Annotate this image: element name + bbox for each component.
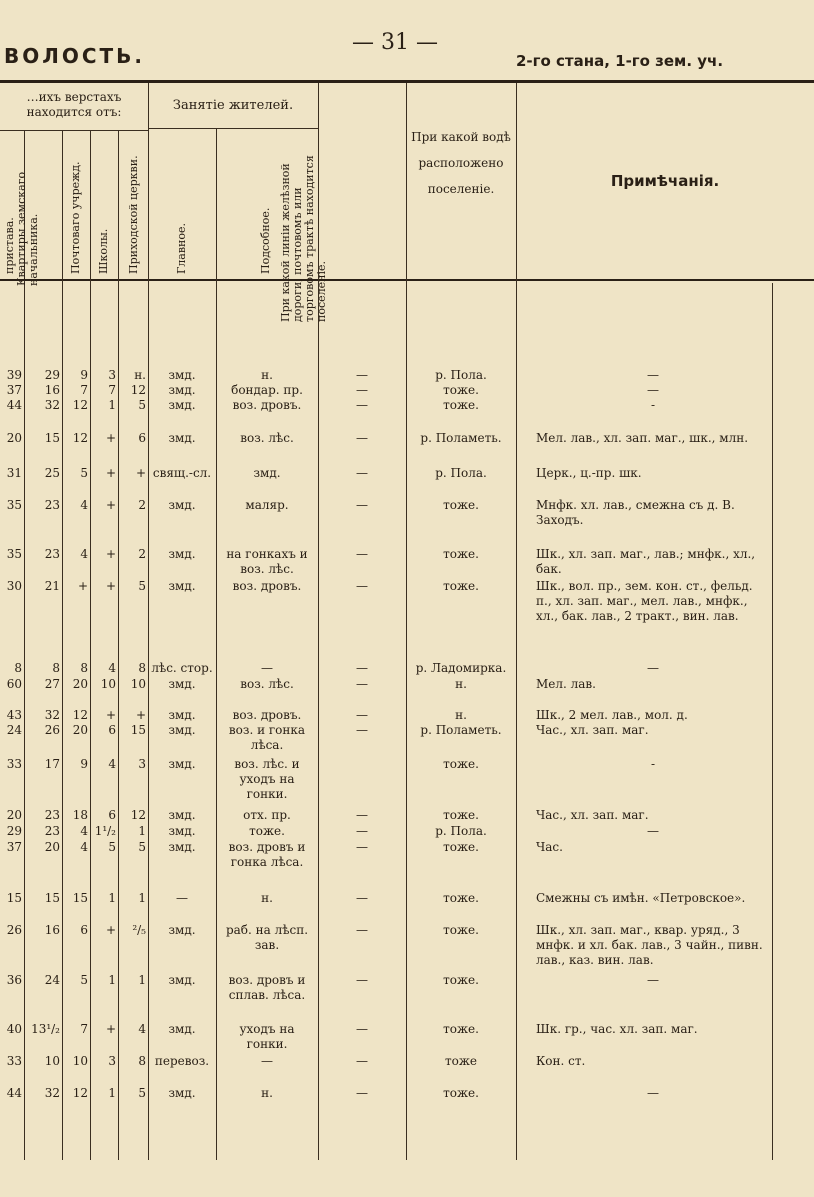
cell-post: 12 [72,708,88,722]
col-line [62,130,63,1160]
cell-secondary-occupation: — [261,1054,273,1068]
col-line [118,130,119,1160]
cell-notes: — [647,368,659,382]
cell-secondary-occupation: змд. [253,466,281,480]
cell-notes: Шк. гр., час. хл. зап. маг. [536,1022,698,1036]
cell-secondary-occupation: воз. дровъ. [232,708,302,722]
cell-main-occupation: змд. [168,973,196,987]
cell-main-occupation: змд. [168,368,196,382]
cell-zemsky: 15 [44,431,60,445]
cell-railway: — [356,547,368,561]
cell-notes: Час., хл. зап. маг. [536,808,649,822]
cell-railway: — [356,1022,368,1036]
distance-group-rule [0,130,148,131]
cell-post: 9 [80,757,88,771]
col-header-zemsky: Квартиры земскаго начальника. [15,171,40,286]
cell-water: н. [455,677,467,691]
cell-secondary-occupation: воз. дровъ и сплав. лѣса. [228,973,306,1002]
cell-school: 1 [108,398,116,412]
cell-secondary-occupation: раб. на лѣсп. зав. [225,923,309,952]
cell-school: + [105,923,116,937]
cell-church: 12 [130,808,146,822]
cell-secondary-occupation: бондар. пр. [231,383,303,397]
cell-post: 4 [80,498,88,512]
cell-railway: — [356,840,368,854]
cell-post: 5 [80,973,88,987]
cell-railway: — [356,383,368,397]
cell-water: р. Поламеть. [420,431,502,445]
cell-zemsky: 13¹/₂ [31,1022,60,1036]
col-header-post: Почтоваго учрежд. [69,161,82,274]
cell-main-occupation: змд. [168,840,196,854]
cell-pristav: 37 [6,840,22,854]
cell-school: 7 [108,383,116,397]
cell-post: 4 [80,824,88,838]
cell-pristav: 40 [6,1022,22,1036]
cell-notes: Мел. лав., хл. зап. маг., шк., млн. [536,431,749,445]
cell-notes: — [647,1086,659,1100]
cell-school: 4 [108,757,116,771]
cell-water: тоже. [443,383,479,397]
cell-school: 10 [100,677,116,691]
cell-railway: — [356,498,368,512]
cell-railway: — [356,708,368,722]
cell-main-occupation: змд. [168,723,196,737]
cell-notes: Шк., хл. зап. маг., квар. уряд., 3 мнфк. и хл. бак. лав., 3 чайн., пивн. лав., каз. вин. лав. [536,923,763,967]
cell-zemsky: 29 [44,368,60,382]
cell-main-occupation: змд. [168,579,196,593]
cell-zemsky: 17 [44,757,60,771]
cell-post: 10 [72,1054,88,1068]
cell-pristav: 26 [6,923,22,937]
cell-zemsky: 8 [52,661,60,675]
distance-group-caption: …ихъ верстахъ находится отъ: [26,90,122,119]
cell-school: 1 [108,891,116,905]
cell-water: тоже. [443,973,479,987]
cell-railway: — [356,973,368,987]
cell-zemsky: 16 [44,923,60,937]
cell-railway: — [356,466,368,480]
cell-secondary-occupation: отх. пр. [243,808,291,822]
cell-pristav: 24 [6,723,22,737]
cell-railway: — [356,431,368,445]
cell-notes: - [650,398,656,412]
cell-water: р. Пола. [435,824,487,838]
cell-pristav: 20 [6,808,22,822]
cell-church: 8 [138,1054,146,1068]
col-header-railway: При какой линіи желѣзной дороги, почтовомъ или торговомъ трактѣ находится поселеніе. [279,155,328,322]
cell-school: 3 [108,368,116,382]
cell-post: 15 [72,891,88,905]
cell-secondary-occupation: воз. дровъ и гонка лѣса. [228,840,306,869]
col-line [516,83,517,1160]
cell-main-occupation: змд. [168,383,196,397]
cell-post: 12 [72,431,88,445]
cell-church: 10 [130,677,146,691]
col-header-notes: Примѣчанія. [610,172,720,190]
cell-school: + [105,579,116,593]
cell-zemsky: 32 [44,708,60,722]
cell-pristav: 8 [14,661,22,675]
cell-secondary-occupation: н. [261,891,273,905]
cell-water: тоже. [443,808,479,822]
cell-main-occupation: змд. [168,923,196,937]
col-header-water: При какой водѣ расположено поселеніе. [411,130,511,196]
cell-post: 12 [72,1086,88,1100]
cell-school: + [105,466,116,480]
cell-secondary-occupation: н. [261,1086,273,1100]
cell-pristav: 35 [6,498,22,512]
occupation-group-rule [148,128,318,129]
cell-zemsky: 25 [44,466,60,480]
cell-railway: — [356,1054,368,1068]
col-line [216,128,217,1160]
cell-school: 4 [108,661,116,675]
cell-church: 12 [130,383,146,397]
cell-church: 1 [138,973,146,987]
cell-church: н. [134,368,146,382]
cell-main-occupation: лѣс. стор. [151,661,213,675]
cell-pristav: 43 [6,708,22,722]
cell-church: 5 [138,579,146,593]
cell-notes: - [650,757,656,771]
cell-school: + [105,1022,116,1036]
cell-secondary-occupation: воз. лѣс. [240,431,294,445]
cell-church: 4 [138,1022,146,1036]
cell-church: 1 [138,824,146,838]
cell-school: + [105,498,116,512]
cell-notes: Церк., ц.-пр. шк. [536,466,642,480]
col-line [90,130,91,1160]
cell-secondary-occupation: тоже. [249,824,285,838]
cell-school: 3 [108,1054,116,1068]
cell-main-occupation: змд. [168,498,196,512]
cell-water: р. Поламеть. [420,723,502,737]
cell-pristav: 33 [6,1054,22,1068]
col-line [406,83,407,1160]
cell-church: 5 [138,840,146,854]
cell-school: 6 [108,808,116,822]
cell-railway: — [356,808,368,822]
cell-pristav: 31 [6,466,22,480]
cell-zemsky: 23 [44,808,60,822]
cell-notes: — [647,661,659,675]
cell-main-occupation: змд. [168,808,196,822]
cell-zemsky: 26 [44,723,60,737]
cell-post: 7 [80,383,88,397]
cell-church: 2 [138,498,146,512]
cell-main-occupation: змд. [168,398,196,412]
cell-notes: Шк., вол. пр., зем. кон. ст., фельд. п., хл. зап. маг., мел. лав., мнфк., хл., бак. лав., 2 тракт., вин. лав. [536,579,753,623]
right-edge-line [772,283,773,1160]
cell-post: 5 [80,466,88,480]
cell-water: тоже [444,1054,477,1068]
cell-zemsky: 23 [44,824,60,838]
cell-main-occupation: змд. [168,431,196,445]
cell-post: 18 [72,808,88,822]
cell-water: тоже. [443,757,479,771]
cell-secondary-occupation: воз. лѣс. и уходъ на гонки. [234,757,300,801]
col-header-school: Школы. [97,228,110,274]
cell-zemsky: 15 [44,891,60,905]
cell-church: 6 [138,431,146,445]
cell-water: р. Ладомирка. [415,661,507,675]
cell-water: тоже. [443,1086,479,1100]
cell-railway: — [356,579,368,593]
cell-zemsky: 23 [44,547,60,561]
col-header-secondary: Подсобное. [259,207,272,274]
cell-church: 5 [138,398,146,412]
cell-main-occupation: перевоз. [154,1054,210,1068]
cell-railway: — [356,661,368,675]
cell-railway: — [356,368,368,382]
cell-secondary-occupation: воз. и гонка лѣса. [228,723,306,752]
cell-pristav: 35 [6,547,22,561]
cell-secondary-occupation: маляр. [245,498,289,512]
cell-main-occupation: змд. [168,708,196,722]
cell-post: 4 [80,840,88,854]
cell-pristav: 37 [6,383,22,397]
cell-church: + [135,466,146,480]
cell-post: + [77,579,88,593]
cell-main-occupation: змд. [168,677,196,691]
cell-water: тоже. [443,498,479,512]
top-rule [0,80,814,83]
cell-railway: — [356,1086,368,1100]
cell-post: 20 [72,723,88,737]
cell-zemsky: 24 [44,973,60,987]
cell-school: 1 [108,973,116,987]
cell-secondary-occupation: н. [261,368,273,382]
cell-pristav: 39 [6,368,22,382]
cell-church: 15 [130,723,146,737]
cell-water: тоже. [443,579,479,593]
cell-church: 5 [138,1086,146,1100]
cell-notes: Мнфк. хл. лав., смежна съ д. В. Заходъ. [536,498,735,527]
cell-zemsky: 21 [44,579,60,593]
cell-post: 20 [72,677,88,691]
occupation-group-caption: Занятіе жителей. [172,98,294,113]
cell-main-occupation: змд. [168,1086,196,1100]
cell-notes: — [647,383,659,397]
district-header: 2-го стана, 1-го зем. уч. [516,52,724,70]
col-line [148,83,149,1160]
cell-church: ²/₅ [132,923,146,937]
cell-school: 1 [108,1086,116,1100]
cell-notes: Кон. ст. [536,1054,586,1068]
header-bottom-rule [0,279,814,281]
cell-main-occupation: змд. [168,1022,196,1036]
cell-post: 8 [80,661,88,675]
cell-secondary-occupation: уходъ на гонки. [239,1022,295,1051]
cell-water: тоже. [443,1022,479,1036]
cell-post: 7 [80,1022,88,1036]
col-header-church: Приходской церкви. [127,155,140,274]
cell-zemsky: 10 [44,1054,60,1068]
cell-zemsky: 32 [44,1086,60,1100]
cell-railway: — [356,723,368,737]
cell-church: 3 [138,757,146,771]
cell-school: + [105,431,116,445]
cell-school: + [105,708,116,722]
col-header-pristav: пристава. [3,217,16,274]
cell-zemsky: 32 [44,398,60,412]
cell-church: + [135,708,146,722]
volost-header: ВОЛОСТЬ. [4,44,146,68]
cell-pristav: 44 [6,1086,22,1100]
cell-secondary-occupation: воз. лѣс. [240,677,294,691]
cell-school: 1¹/₂ [94,824,116,838]
cell-main-occupation: — [176,891,188,905]
cell-notes: Час. [536,840,563,854]
cell-zemsky: 20 [44,840,60,854]
cell-main-occupation: змд. [168,547,196,561]
cell-church: 2 [138,547,146,561]
cell-post: 12 [72,398,88,412]
cell-school: 5 [108,840,116,854]
page-number: — 31 — [352,30,438,55]
cell-water: тоже. [443,547,479,561]
cell-post: 6 [80,923,88,937]
cell-railway: — [356,677,368,691]
cell-water: н. [455,708,467,722]
cell-water: тоже. [443,840,479,854]
cell-notes: — [647,824,659,838]
cell-pristav: 30 [6,579,22,593]
cell-pristav: 15 [6,891,22,905]
cell-water: р. Пола. [435,368,487,382]
cell-zemsky: 16 [44,383,60,397]
cell-water: тоже. [443,923,479,937]
cell-water: р. Пола. [435,466,487,480]
cell-railway: — [356,891,368,905]
cell-pristav: 29 [6,824,22,838]
cell-notes: Смежны съ имѣн. «Петровское». [536,891,746,905]
cell-school: + [105,547,116,561]
cell-pristav: 44 [6,398,22,412]
cell-notes: Шк., 2 мел. лав., мол. д. [536,708,688,722]
cell-church: 1 [138,891,146,905]
cell-railway: — [356,824,368,838]
cell-zemsky: 23 [44,498,60,512]
cell-zemsky: 27 [44,677,60,691]
cell-school: 6 [108,723,116,737]
cell-notes: Шк., хл. зап. маг., лав.; мнфк., хл., бак. [536,547,756,576]
cell-pristav: 60 [6,677,22,691]
cell-church: 8 [138,661,146,675]
cell-water: тоже. [443,891,479,905]
cell-secondary-occupation: воз. дровъ. [232,398,302,412]
cell-pristav: 20 [6,431,22,445]
cell-post: 9 [80,368,88,382]
cell-secondary-occupation: воз. дровъ. [232,579,302,593]
cell-water: тоже. [443,398,479,412]
cell-pristav: 36 [6,973,22,987]
cell-notes: Час., хл. зап. маг. [536,723,649,737]
cell-main-occupation: свящ.-сл. [152,466,212,480]
cell-notes: — [647,973,659,987]
cell-railway: — [356,923,368,937]
cell-pristav: 33 [6,757,22,771]
cell-secondary-occupation: на гонкахъ и воз. лѣс. [226,547,308,576]
cell-secondary-occupation: — [261,661,273,675]
col-header-main: Главное. [175,223,188,274]
cell-notes: Мел. лав. [536,677,596,691]
cell-main-occupation: змд. [168,824,196,838]
cell-post: 4 [80,547,88,561]
cell-main-occupation: змд. [168,757,196,771]
cell-railway: — [356,398,368,412]
